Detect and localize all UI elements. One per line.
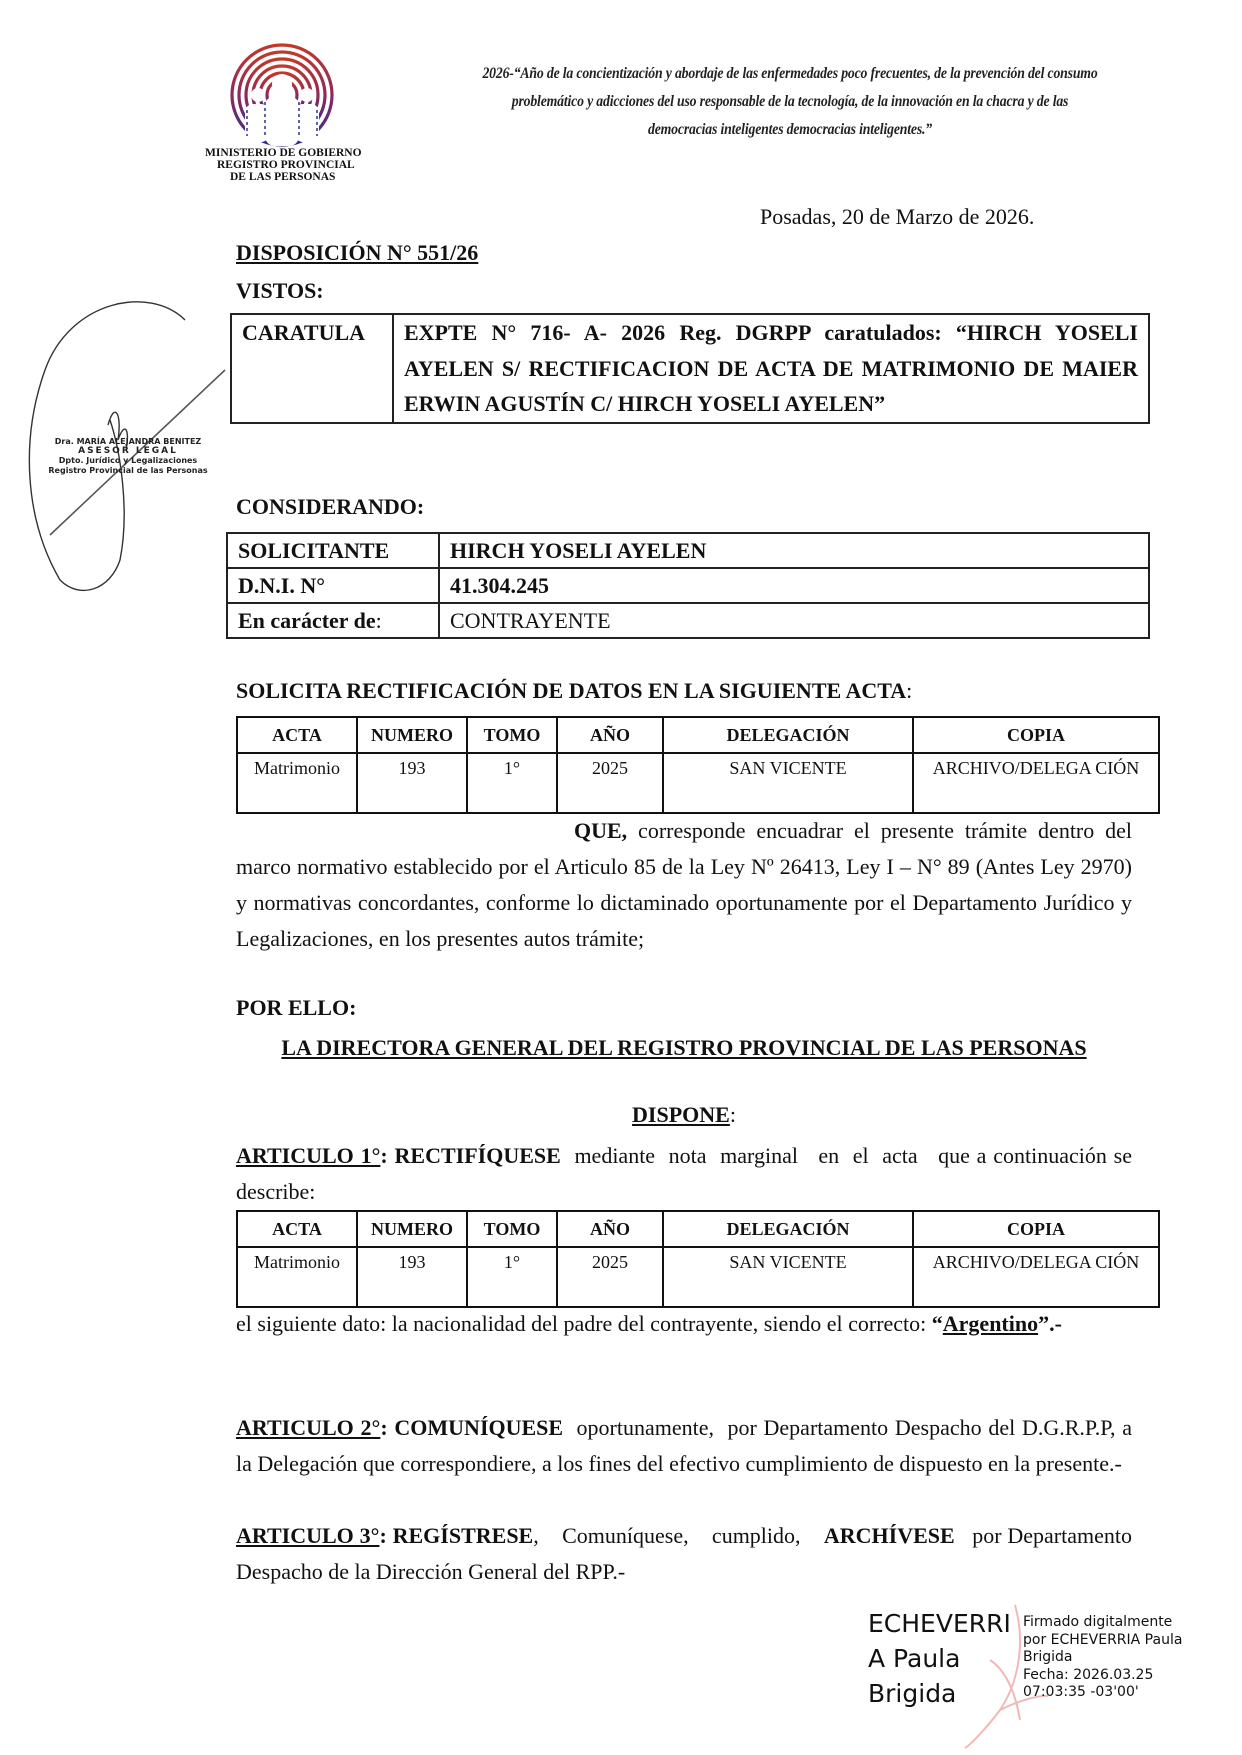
table-cell: 2025 — [557, 1247, 663, 1307]
table-cell: SAN VICENTE — [663, 753, 913, 813]
column-header: NUMERO — [357, 717, 467, 753]
role-value: CONTRAYENTE — [439, 603, 1149, 638]
ministry-line: DE LAS PERSONAS — [230, 171, 336, 183]
article-3-mid: , Comuníquese, cumplido, — [533, 1523, 824, 1548]
disposition-title: DISPOSICIÓN N° 551/26 — [236, 240, 479, 265]
open-quote: “ — [931, 1311, 943, 1336]
article-2-label: ARTICULO 2° — [236, 1415, 381, 1440]
table-row — [227, 568, 1149, 603]
director-heading: LA DIRECTORA GENERAL DEL REGISTRO PROVINCIAL DE LAS PERSONAS — [281, 1035, 1087, 1060]
motto-line: democracias inteligentes democracias inteligentes.” — [648, 121, 932, 138]
place-date: Posadas, 20 de Marzo de 2026. — [760, 204, 1035, 229]
stamp-line: Dra. MARÍA ALEJANDRA BENITEZ — [54, 437, 202, 446]
role-label-text: En carácter de — [238, 608, 376, 633]
stamp-line: Dpto. Jurídico y Legalizaciones — [58, 456, 198, 465]
close-quote: ”.- — [1038, 1311, 1062, 1336]
dni-value: 41.304.245 — [439, 568, 1149, 603]
table-cell: 2025 — [557, 753, 663, 813]
ministry-line: REGISTRO PROVINCIAL — [217, 159, 355, 171]
caratula-table — [230, 313, 1150, 424]
article-1-colon: : — [380, 1143, 395, 1168]
signature-info-line: 07:03:35 -03'00' — [1023, 1684, 1139, 1700]
stamp-line: ASESOR LEGAL — [78, 445, 178, 456]
table-cell: SAN VICENTE — [663, 1247, 913, 1307]
table-row — [227, 533, 1149, 568]
article-1-text: mediante nota marginal en el acta que a continuación se describe: — [236, 1143, 1138, 1204]
column-header: AÑO — [557, 1211, 663, 1247]
signature-info-line: Brigida — [1023, 1649, 1073, 1665]
acta-table-2 — [236, 1210, 1160, 1308]
column-header: TOMO — [467, 717, 557, 753]
que-text: corresponde encuadrar el presente trámite dentro del marco normativo establecido por el Articulo 85 de la Ley Nº 26413, Ley I – N° 89 (Antes Ley 2970) y normativas concordantes, conforme lo dictaminado oportunamente por el Departamento Jurídico y Legalizaciones, en los presentes autos trámite; — [236, 818, 1132, 951]
dispone-heading — [236, 1102, 1132, 1128]
acta-table — [236, 716, 1160, 814]
column-header: TOMO — [467, 1211, 557, 1247]
role-label-colon: : — [375, 608, 382, 633]
ministry-line: MINISTERIO DE GOBIERNO — [205, 147, 362, 159]
dispone-label: DISPONE — [632, 1102, 730, 1127]
signer-name-line: A Paula — [868, 1644, 961, 1673]
ministry-name — [205, 147, 385, 183]
legal-advisor-stamp — [38, 437, 218, 475]
correction-text: el siguiente dato: la nacionalidad del padre del contrayente, siendo el correcto: — [236, 1311, 932, 1336]
caratula-value: EXPTE N° 716- A- 2026 Reg. DGRPP caratulados: “HIRCH YOSELI AYELEN S/ RECTIFICACION DE ACTA DE MATRIMONIO DE MAIER ERWIN AGUSTÍN C/ HIRCH YOSELI AYELEN” — [393, 314, 1149, 423]
column-header: ACTA — [237, 717, 357, 753]
table-cell: Matrimonio — [237, 753, 357, 813]
applicant-label: SOLICITANTE — [227, 533, 439, 568]
signer-name-line: Brigida — [868, 1679, 957, 1708]
article-3-colon: : — [379, 1523, 393, 1548]
table-row — [231, 314, 1149, 423]
vistos-heading: VISTOS: — [236, 278, 324, 303]
table-cell: Matrimonio — [237, 1247, 357, 1307]
table-row — [237, 753, 1159, 813]
article-1-label: ARTICULO 1° — [236, 1143, 381, 1168]
caratula-label: CARATULA — [231, 314, 393, 423]
column-header: COPIA — [913, 1211, 1159, 1247]
signature-info-line: Firmado digitalmente — [1023, 1614, 1173, 1630]
applicant-table — [226, 532, 1150, 639]
motto-line: 2026-“Año de la concientización y abordaje de las enfermedades poco frecuentes, de la prevención del consumo — [482, 65, 1098, 82]
role-label — [227, 603, 439, 638]
article-3-text: por Departamento Despacho de la Dirección General del RPP.- — [236, 1523, 1138, 1584]
article-2-colon: : — [380, 1415, 395, 1440]
article-1-verb: RECTIFÍQUESE — [394, 1143, 561, 1168]
signature-info-line: Fecha: 2026.03.25 — [1023, 1666, 1154, 1683]
article-1 — [236, 1138, 1138, 1210]
table-cell: ARCHIVO/DELEGA CIÓN — [913, 1247, 1159, 1307]
digital-signer-name — [868, 1606, 1011, 1711]
article-3-verb-2: ARCHÍVESE — [823, 1523, 955, 1548]
article-3-verb-1: REGÍSTRESE — [392, 1523, 534, 1548]
que-paragraph — [236, 813, 1132, 957]
article-2-text: oportunamente, por Departamento Despacho del D.G.R.P.P, a la Delegación que correspondiere, a los fines del efectivo cumplimiento de dispuesto en la presente.- — [236, 1415, 1138, 1476]
table-cell: 1° — [467, 1247, 557, 1307]
dni-label: D.N.I. N° — [227, 568, 439, 603]
request-heading-text: SOLICITA RECTIFICACIÓN DE DATOS EN LA SIGUIENTE ACTA — [236, 678, 907, 703]
article-2 — [236, 1410, 1138, 1482]
digital-signature-info — [1023, 1614, 1182, 1702]
article-2-verb: COMUNÍQUESE — [394, 1415, 564, 1440]
column-header: NUMERO — [357, 1211, 467, 1247]
motto-line: problemático y adicciones del uso responsable de la tecnología, de la innovación en la chacra y de las — [511, 93, 1069, 110]
table-cell: 1° — [467, 753, 557, 813]
table-row — [237, 1247, 1159, 1307]
column-header: ACTA — [237, 1211, 357, 1247]
correction-detail — [236, 1306, 1132, 1342]
signer-name-line: ECHEVERRI — [868, 1609, 1011, 1638]
column-header: AÑO — [557, 717, 663, 753]
applicant-value: HIRCH YOSELI AYELEN — [439, 533, 1149, 568]
stamp-line: Registro Provincial de las Personas — [48, 465, 208, 475]
por-ello-heading: POR ELLO: — [236, 995, 357, 1020]
column-header: DELEGACIÓN — [663, 717, 913, 753]
year-motto — [446, 60, 1134, 144]
signature-info-line: por ECHEVERRIA Paula — [1023, 1631, 1183, 1648]
table-header-row — [237, 717, 1159, 753]
request-heading-colon: : — [906, 678, 913, 703]
article-3-label: ARTICULO 3° — [236, 1523, 380, 1548]
dispone-colon: : — [729, 1102, 736, 1127]
considerando-heading: CONSIDERANDO: — [236, 494, 425, 519]
table-row — [227, 603, 1149, 638]
article-3 — [236, 1518, 1138, 1590]
table-cell: 193 — [357, 753, 467, 813]
corrected-value: Argentino — [942, 1311, 1039, 1336]
table-cell: ARCHIVO/DELEGA CIÓN — [913, 753, 1159, 813]
request-heading — [236, 678, 912, 704]
registry-logo — [225, 40, 340, 150]
fingerprint-people-logo-icon — [225, 40, 340, 150]
que-lead: QUE, — [574, 818, 628, 843]
column-header: COPIA — [913, 717, 1159, 753]
table-cell: 193 — [357, 1247, 467, 1307]
table-header-row — [237, 1211, 1159, 1247]
column-header: DELEGACIÓN — [663, 1211, 913, 1247]
